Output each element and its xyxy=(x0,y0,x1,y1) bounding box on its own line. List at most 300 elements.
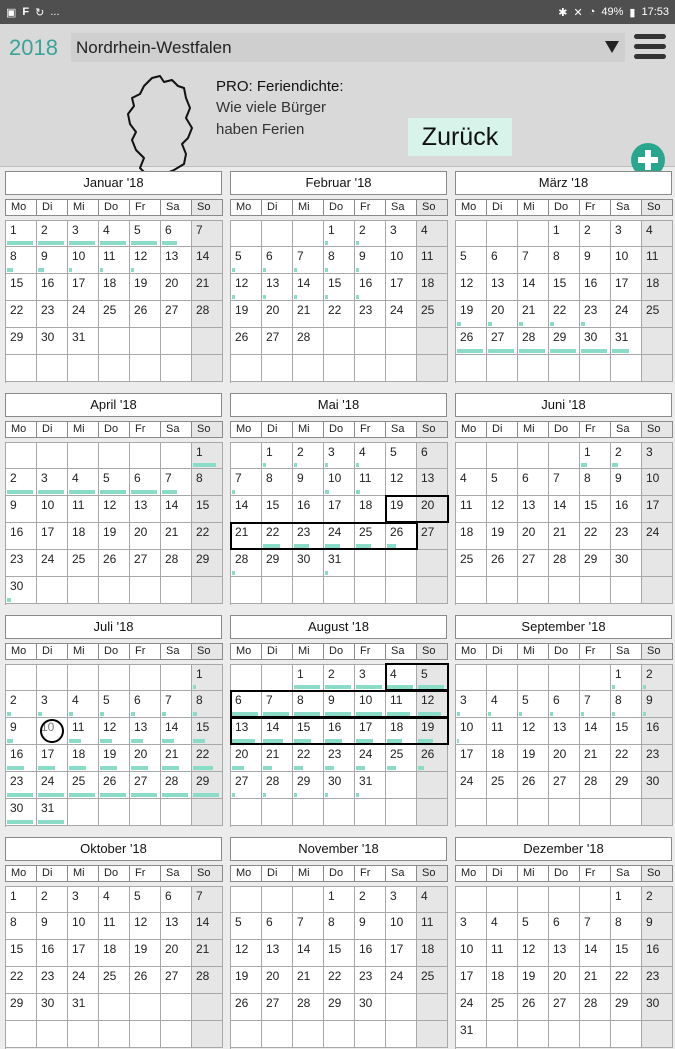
day-cell[interactable] xyxy=(231,940,262,967)
day-cell[interactable] xyxy=(68,550,99,577)
day-cell[interactable] xyxy=(487,967,518,994)
day-cell[interactable] xyxy=(37,940,68,967)
day-cell[interactable] xyxy=(580,274,611,301)
day-cell[interactable] xyxy=(518,940,549,967)
day-cell[interactable] xyxy=(611,772,642,799)
day-cell[interactable] xyxy=(518,913,549,940)
day-cell[interactable] xyxy=(68,967,99,994)
day-cell[interactable] xyxy=(293,247,324,274)
day-cell[interactable] xyxy=(549,940,580,967)
day-cell[interactable] xyxy=(386,940,417,967)
day-cell[interactable] xyxy=(642,718,673,745)
day-cell[interactable] xyxy=(192,691,223,718)
day-cell[interactable] xyxy=(580,328,611,355)
day-cell[interactable] xyxy=(231,718,262,745)
day-cell[interactable] xyxy=(355,443,386,469)
day-cell[interactable] xyxy=(161,691,192,718)
day-cell[interactable] xyxy=(161,772,192,799)
day-cell[interactable] xyxy=(580,469,611,496)
day-cell[interactable] xyxy=(37,247,68,274)
day-cell[interactable] xyxy=(161,887,192,913)
day-cell[interactable] xyxy=(231,301,262,328)
day-cell[interactable] xyxy=(549,301,580,328)
day-cell[interactable] xyxy=(580,994,611,1021)
day-cell[interactable] xyxy=(231,967,262,994)
day-cell[interactable] xyxy=(161,940,192,967)
day-cell[interactable] xyxy=(68,772,99,799)
day-cell[interactable] xyxy=(99,496,130,523)
day-cell[interactable] xyxy=(68,328,99,355)
day-cell[interactable] xyxy=(642,665,673,691)
day-cell[interactable] xyxy=(456,718,487,745)
day-cell[interactable] xyxy=(161,274,192,301)
day-cell[interactable] xyxy=(262,550,293,577)
day-cell[interactable] xyxy=(417,745,448,772)
day-cell[interactable] xyxy=(417,443,448,469)
day-cell[interactable] xyxy=(642,967,673,994)
day-cell[interactable] xyxy=(386,247,417,274)
day-cell[interactable] xyxy=(161,469,192,496)
day-cell[interactable] xyxy=(549,772,580,799)
day-cell[interactable] xyxy=(549,550,580,577)
day-cell[interactable] xyxy=(611,496,642,523)
day-cell[interactable] xyxy=(262,745,293,772)
day-cell[interactable] xyxy=(580,940,611,967)
day-cell[interactable] xyxy=(642,523,673,550)
day-cell[interactable] xyxy=(487,301,518,328)
day-cell[interactable] xyxy=(99,691,130,718)
back-button[interactable]: Zurück xyxy=(408,118,512,156)
day-cell[interactable] xyxy=(6,469,37,496)
day-cell[interactable] xyxy=(642,469,673,496)
day-cell[interactable] xyxy=(611,469,642,496)
day-cell[interactable] xyxy=(262,691,293,718)
day-cell[interactable] xyxy=(262,496,293,523)
day-cell[interactable] xyxy=(456,967,487,994)
day-cell[interactable] xyxy=(518,691,549,718)
day-cell[interactable] xyxy=(417,496,448,523)
day-cell[interactable] xyxy=(549,328,580,355)
day-cell[interactable] xyxy=(130,469,161,496)
day-cell[interactable] xyxy=(130,221,161,247)
day-cell[interactable] xyxy=(417,718,448,745)
day-cell[interactable] xyxy=(192,940,223,967)
day-cell[interactable] xyxy=(487,913,518,940)
day-cell[interactable] xyxy=(192,274,223,301)
day-cell[interactable] xyxy=(99,772,130,799)
day-cell[interactable] xyxy=(99,967,130,994)
day-cell[interactable] xyxy=(192,718,223,745)
day-cell[interactable] xyxy=(355,496,386,523)
day-cell[interactable] xyxy=(355,887,386,913)
day-cell[interactable] xyxy=(355,221,386,247)
day-cell[interactable] xyxy=(456,496,487,523)
day-cell[interactable] xyxy=(99,913,130,940)
day-cell[interactable] xyxy=(386,887,417,913)
day-cell[interactable] xyxy=(386,691,417,718)
day-cell[interactable] xyxy=(355,691,386,718)
day-cell[interactable] xyxy=(417,301,448,328)
day-cell[interactable] xyxy=(6,496,37,523)
day-cell[interactable] xyxy=(68,994,99,1021)
day-cell[interactable] xyxy=(456,772,487,799)
day-cell[interactable] xyxy=(293,523,324,550)
day-cell[interactable] xyxy=(456,301,487,328)
day-cell[interactable] xyxy=(293,691,324,718)
day-cell[interactable] xyxy=(293,718,324,745)
day-cell[interactable] xyxy=(456,940,487,967)
day-cell[interactable] xyxy=(549,718,580,745)
day-cell[interactable] xyxy=(580,550,611,577)
day-cell[interactable] xyxy=(580,496,611,523)
day-cell[interactable] xyxy=(262,328,293,355)
day-cell[interactable] xyxy=(68,496,99,523)
day-cell[interactable] xyxy=(231,247,262,274)
day-cell[interactable] xyxy=(611,745,642,772)
day-cell[interactable] xyxy=(231,691,262,718)
day-cell[interactable] xyxy=(192,469,223,496)
day-cell[interactable] xyxy=(549,221,580,247)
day-cell[interactable] xyxy=(456,913,487,940)
day-cell[interactable] xyxy=(417,887,448,913)
day-cell[interactable] xyxy=(324,745,355,772)
day-cell[interactable] xyxy=(6,301,37,328)
day-cell[interactable] xyxy=(386,967,417,994)
day-cell[interactable] xyxy=(456,523,487,550)
day-cell[interactable] xyxy=(487,247,518,274)
day-cell[interactable] xyxy=(324,665,355,691)
day-cell[interactable] xyxy=(518,550,549,577)
day-cell[interactable] xyxy=(487,469,518,496)
day-cell[interactable] xyxy=(37,745,68,772)
day-cell[interactable] xyxy=(324,221,355,247)
day-cell[interactable] xyxy=(6,550,37,577)
day-cell[interactable] xyxy=(611,887,642,913)
day-cell[interactable] xyxy=(130,745,161,772)
day-cell[interactable] xyxy=(130,550,161,577)
day-cell[interactable] xyxy=(417,247,448,274)
day-cell[interactable] xyxy=(6,718,37,745)
day-cell[interactable] xyxy=(231,994,262,1021)
day-cell[interactable] xyxy=(611,940,642,967)
day-cell[interactable] xyxy=(487,718,518,745)
day-cell[interactable] xyxy=(37,328,68,355)
day-cell[interactable] xyxy=(518,328,549,355)
day-cell[interactable] xyxy=(386,274,417,301)
day-cell[interactable] xyxy=(355,718,386,745)
day-cell[interactable] xyxy=(161,550,192,577)
day-cell[interactable] xyxy=(324,523,355,550)
day-cell[interactable] xyxy=(6,799,37,826)
day-cell[interactable] xyxy=(6,967,37,994)
day-cell[interactable] xyxy=(6,913,37,940)
day-cell[interactable] xyxy=(324,274,355,301)
day-cell[interactable] xyxy=(355,940,386,967)
day-cell[interactable] xyxy=(161,221,192,247)
day-cell[interactable] xyxy=(192,496,223,523)
day-cell[interactable] xyxy=(324,913,355,940)
day-cell[interactable] xyxy=(99,221,130,247)
day-cell[interactable] xyxy=(262,940,293,967)
day-cell[interactable] xyxy=(231,745,262,772)
day-cell[interactable] xyxy=(518,772,549,799)
day-cell[interactable] xyxy=(642,443,673,469)
day-cell[interactable] xyxy=(6,274,37,301)
day-cell[interactable] xyxy=(386,913,417,940)
day-cell[interactable] xyxy=(355,274,386,301)
day-cell[interactable] xyxy=(68,469,99,496)
day-cell[interactable] xyxy=(518,718,549,745)
day-cell[interactable] xyxy=(293,745,324,772)
day-cell[interactable] xyxy=(580,247,611,274)
day-cell[interactable] xyxy=(611,718,642,745)
day-cell[interactable] xyxy=(611,301,642,328)
day-cell[interactable] xyxy=(293,301,324,328)
day-cell[interactable] xyxy=(324,994,355,1021)
day-cell[interactable] xyxy=(580,745,611,772)
day-cell[interactable] xyxy=(99,301,130,328)
day-cell[interactable] xyxy=(487,940,518,967)
day-cell[interactable] xyxy=(386,745,417,772)
day-cell[interactable] xyxy=(642,274,673,301)
day-cell[interactable] xyxy=(580,523,611,550)
day-cell[interactable] xyxy=(642,221,673,247)
day-cell[interactable] xyxy=(580,913,611,940)
day-cell[interactable] xyxy=(130,940,161,967)
day-cell[interactable] xyxy=(262,967,293,994)
day-cell[interactable] xyxy=(487,523,518,550)
day-cell[interactable] xyxy=(6,328,37,355)
day-cell[interactable] xyxy=(324,691,355,718)
day-cell[interactable] xyxy=(161,301,192,328)
day-cell[interactable] xyxy=(293,496,324,523)
day-cell[interactable] xyxy=(642,913,673,940)
day-cell[interactable] xyxy=(417,913,448,940)
day-cell[interactable] xyxy=(262,913,293,940)
day-cell[interactable] xyxy=(130,691,161,718)
day-cell[interactable] xyxy=(262,469,293,496)
day-cell[interactable] xyxy=(37,994,68,1021)
day-cell[interactable] xyxy=(518,301,549,328)
day-cell[interactable] xyxy=(355,469,386,496)
day-cell[interactable] xyxy=(6,994,37,1021)
day-cell[interactable] xyxy=(231,913,262,940)
day-cell[interactable] xyxy=(68,718,99,745)
day-cell[interactable] xyxy=(262,994,293,1021)
day-cell[interactable] xyxy=(611,967,642,994)
day-cell[interactable] xyxy=(324,772,355,799)
day-cell[interactable] xyxy=(68,691,99,718)
day-cell[interactable] xyxy=(324,247,355,274)
day-cell[interactable] xyxy=(487,994,518,1021)
day-cell[interactable] xyxy=(130,772,161,799)
day-cell[interactable] xyxy=(642,745,673,772)
day-cell[interactable] xyxy=(518,469,549,496)
day-cell[interactable] xyxy=(161,718,192,745)
day-cell[interactable] xyxy=(68,274,99,301)
day-cell[interactable] xyxy=(642,772,673,799)
day-cell[interactable] xyxy=(293,328,324,355)
day-cell[interactable] xyxy=(611,913,642,940)
day-cell[interactable] xyxy=(37,469,68,496)
day-cell[interactable] xyxy=(386,523,417,550)
day-cell[interactable] xyxy=(324,718,355,745)
day-cell[interactable] xyxy=(192,523,223,550)
day-cell[interactable] xyxy=(611,274,642,301)
day-cell[interactable] xyxy=(417,274,448,301)
day-cell[interactable] xyxy=(161,913,192,940)
day-cell[interactable] xyxy=(549,967,580,994)
day-cell[interactable] xyxy=(231,328,262,355)
day-cell[interactable] xyxy=(518,967,549,994)
day-cell[interactable] xyxy=(37,523,68,550)
day-cell[interactable] xyxy=(192,247,223,274)
day-cell[interactable] xyxy=(386,496,417,523)
day-cell[interactable] xyxy=(386,665,417,691)
day-cell[interactable] xyxy=(642,691,673,718)
day-cell[interactable] xyxy=(355,523,386,550)
day-cell[interactable] xyxy=(518,994,549,1021)
day-cell[interactable] xyxy=(262,274,293,301)
day-cell[interactable] xyxy=(417,221,448,247)
day-cell[interactable] xyxy=(68,301,99,328)
day-cell[interactable] xyxy=(324,550,355,577)
day-cell[interactable] xyxy=(417,940,448,967)
day-cell[interactable] xyxy=(192,221,223,247)
day-cell[interactable] xyxy=(580,443,611,469)
day-cell[interactable] xyxy=(68,221,99,247)
day-cell[interactable] xyxy=(611,443,642,469)
day-cell[interactable] xyxy=(487,274,518,301)
day-cell[interactable] xyxy=(68,247,99,274)
day-cell[interactable] xyxy=(293,550,324,577)
day-cell[interactable] xyxy=(386,221,417,247)
day-cell[interactable] xyxy=(68,523,99,550)
day-cell[interactable] xyxy=(456,328,487,355)
day-cell[interactable] xyxy=(487,772,518,799)
day-cell[interactable] xyxy=(262,247,293,274)
day-cell[interactable] xyxy=(642,247,673,274)
day-cell[interactable] xyxy=(456,550,487,577)
day-cell[interactable] xyxy=(293,994,324,1021)
day-cell[interactable] xyxy=(68,940,99,967)
day-cell[interactable] xyxy=(386,301,417,328)
day-cell[interactable] xyxy=(487,328,518,355)
day-cell[interactable] xyxy=(6,745,37,772)
day-cell[interactable] xyxy=(161,967,192,994)
day-cell[interactable] xyxy=(231,523,262,550)
day-cell[interactable] xyxy=(6,221,37,247)
day-cell[interactable] xyxy=(37,772,68,799)
day-cell[interactable] xyxy=(37,887,68,913)
day-cell[interactable] xyxy=(386,469,417,496)
day-cell[interactable] xyxy=(37,967,68,994)
day-cell[interactable] xyxy=(262,718,293,745)
day-cell[interactable] xyxy=(549,913,580,940)
day-cell[interactable] xyxy=(192,967,223,994)
day-cell[interactable] xyxy=(37,221,68,247)
day-cell[interactable] xyxy=(99,550,130,577)
day-cell[interactable] xyxy=(99,718,130,745)
day-cell[interactable] xyxy=(456,1021,487,1048)
day-cell[interactable] xyxy=(262,523,293,550)
day-cell[interactable] xyxy=(293,469,324,496)
day-cell[interactable] xyxy=(417,469,448,496)
day-cell[interactable] xyxy=(130,523,161,550)
day-cell[interactable] xyxy=(324,469,355,496)
day-cell[interactable] xyxy=(642,994,673,1021)
day-cell[interactable] xyxy=(293,665,324,691)
day-cell[interactable] xyxy=(192,745,223,772)
day-cell[interactable] xyxy=(456,274,487,301)
day-cell[interactable] xyxy=(518,523,549,550)
day-cell[interactable] xyxy=(324,967,355,994)
day-cell[interactable] xyxy=(262,772,293,799)
day-cell[interactable] xyxy=(386,718,417,745)
day-cell[interactable] xyxy=(518,745,549,772)
day-cell[interactable] xyxy=(549,745,580,772)
day-cell[interactable] xyxy=(99,274,130,301)
day-cell[interactable] xyxy=(611,994,642,1021)
day-cell[interactable] xyxy=(262,301,293,328)
day-cell[interactable] xyxy=(355,301,386,328)
day-cell[interactable] xyxy=(518,247,549,274)
day-cell[interactable] xyxy=(417,967,448,994)
day-cell[interactable] xyxy=(611,221,642,247)
day-cell[interactable] xyxy=(487,496,518,523)
day-cell[interactable] xyxy=(192,301,223,328)
day-cell[interactable] xyxy=(611,328,642,355)
day-cell[interactable] xyxy=(355,247,386,274)
day-cell[interactable] xyxy=(355,967,386,994)
day-cell[interactable] xyxy=(456,691,487,718)
day-cell[interactable] xyxy=(293,274,324,301)
day-cell[interactable] xyxy=(99,247,130,274)
day-cell[interactable] xyxy=(293,772,324,799)
day-cell[interactable] xyxy=(324,887,355,913)
day-cell[interactable] xyxy=(642,496,673,523)
day-cell[interactable] xyxy=(37,691,68,718)
day-cell[interactable] xyxy=(487,691,518,718)
day-cell[interactable] xyxy=(6,247,37,274)
day-cell[interactable] xyxy=(611,665,642,691)
day-cell[interactable] xyxy=(456,745,487,772)
day-cell[interactable] xyxy=(293,913,324,940)
day-cell[interactable] xyxy=(549,469,580,496)
day-cell[interactable] xyxy=(549,994,580,1021)
day-cell[interactable] xyxy=(549,496,580,523)
day-cell[interactable] xyxy=(37,496,68,523)
day-cell[interactable] xyxy=(6,940,37,967)
day-cell[interactable] xyxy=(487,550,518,577)
day-cell[interactable] xyxy=(130,718,161,745)
day-cell[interactable] xyxy=(161,523,192,550)
day-cell[interactable] xyxy=(192,443,223,469)
day-cell[interactable] xyxy=(611,550,642,577)
day-cell[interactable] xyxy=(293,967,324,994)
day-cell[interactable] xyxy=(130,496,161,523)
day-cell[interactable] xyxy=(231,496,262,523)
day-cell[interactable] xyxy=(68,745,99,772)
day-cell[interactable] xyxy=(549,274,580,301)
day-cell[interactable] xyxy=(37,550,68,577)
day-cell[interactable] xyxy=(231,469,262,496)
day-cell[interactable] xyxy=(192,887,223,913)
day-cell[interactable] xyxy=(580,301,611,328)
day-cell[interactable] xyxy=(456,247,487,274)
day-cell[interactable] xyxy=(417,665,448,691)
day-cell[interactable] xyxy=(130,887,161,913)
